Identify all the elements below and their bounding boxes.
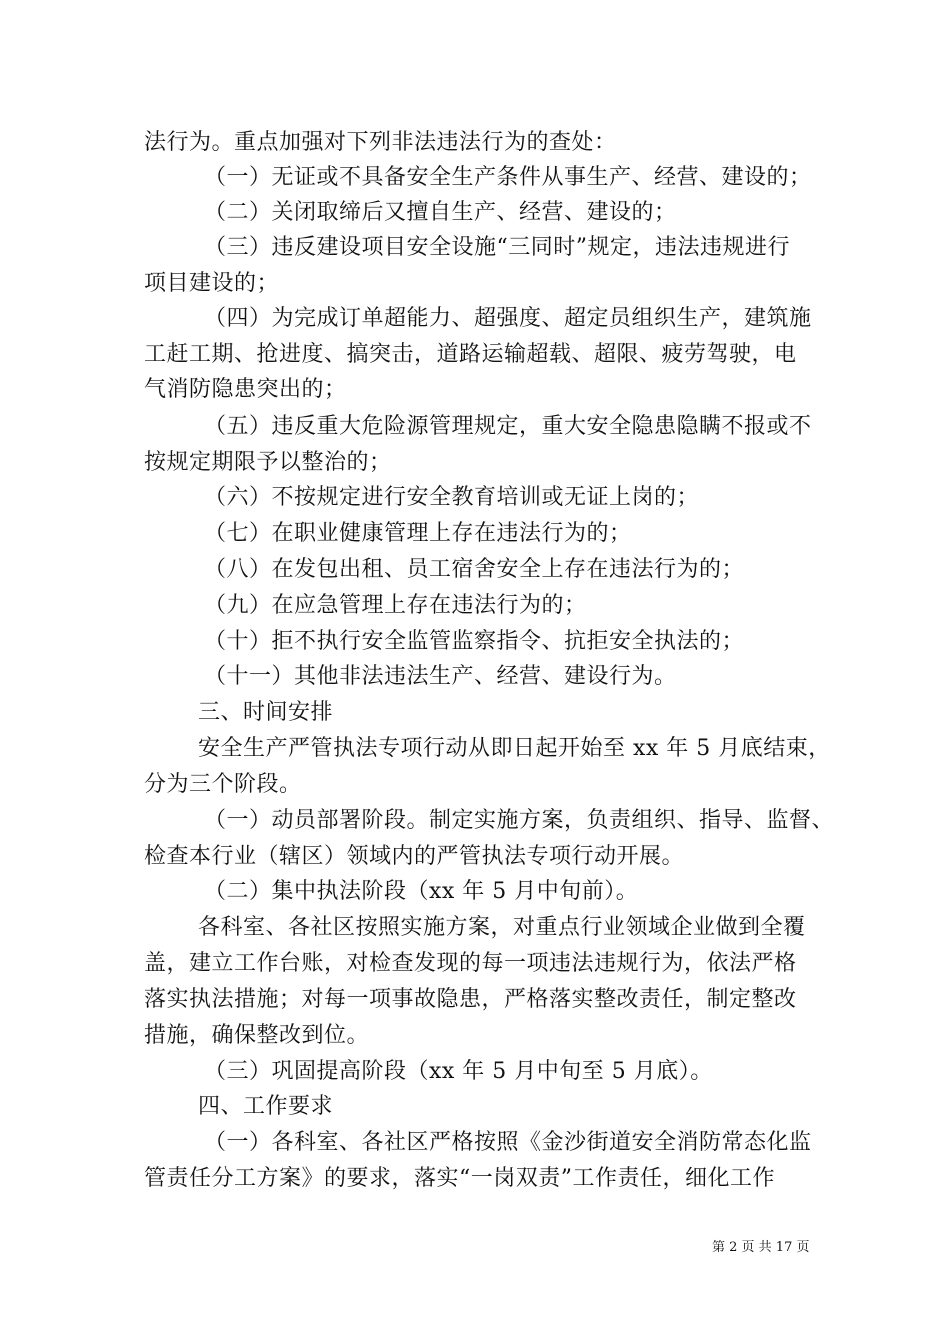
text-line: 措施，确保整改到位。 [144, 1023, 370, 1048]
text-line: 检查本行业（辖区）领域内的严管执法专项行动开展。 [144, 844, 685, 869]
text-line: （一）无证或不具备安全生产条件从事生产、经营、建设的； [204, 165, 812, 190]
text-line: 工赶工期、抢进度、搞突击，道路运输超载、超限、疲劳驾驶，电 [144, 342, 797, 367]
text-line: 法行为。重点加强对下列非法违法行为的查处： [144, 130, 617, 155]
text-line: （九）在应急管理上存在违法行为的； [204, 593, 587, 618]
text-line: （二）关闭取缔后又擅自生产、经营、建设的； [204, 200, 677, 225]
text-line: （六）不按规定进行安全教育培训或无证上岗的； [204, 485, 700, 510]
text-line: （十）拒不执行安全监管监察指令、抗拒安全执法的； [204, 629, 745, 654]
text-line: （一）动员部署阶段。制定实施方案，负责组织、指导、监督、 [204, 808, 835, 833]
text-line: （十一）其他非法违法生产、经营、建设行为。 [204, 664, 677, 689]
text-line: （八）在发包出租、员工宿舍安全上存在违法行为的； [204, 557, 745, 582]
text-line: 按规定期限予以整治的； [144, 450, 392, 475]
section-heading: 四、工作要求 [198, 1094, 334, 1119]
text-line: （三）违反建设项目安全设施“三同时”规定，违法违规进行 [204, 235, 790, 260]
section-heading: 三、时间安排 [198, 700, 334, 725]
text-line: 安全生产严管执法专项行动从即日起开始至 xx 年 5 月底结束， [198, 736, 831, 761]
text-line: （三）巩固提高阶段（xx 年 5 月中旬至 5 月底）。 [204, 1059, 713, 1084]
text-line: （五）违反重大危险源管理规定，重大安全隐患隐瞒不报或不 [204, 414, 812, 439]
text-line: （二）集中执法阶段（xx 年 5 月中旬前）。 [204, 879, 639, 904]
text-line: 各科室、各社区按照实施方案，对重点行业领域企业做到全覆 [198, 915, 806, 940]
text-line: 盖，建立工作台账，对检查发现的每一项违法违规行为，依法严格 [144, 951, 797, 976]
text-line: 管责任分工方案》的要求，落实“一岗双责”工作责任，细化工作 [144, 1166, 775, 1191]
page-number: 第 2 页 共 17 页 [712, 1240, 810, 1255]
text-line: （四）为完成订单超能力、超强度、超定员组织生产，建筑施 [204, 306, 812, 331]
text-line: 分为三个阶段。 [144, 772, 302, 797]
text-line: 气消防隐患突出的； [144, 377, 347, 402]
text-line: 项目建设的； [144, 271, 280, 296]
text-line: （一）各科室、各社区严格按照《金沙街道安全消防常态化监 [204, 1130, 812, 1155]
text-line: 落实执法措施；对每一项事故隐患，严格落实整改责任，制定整改 [144, 987, 797, 1012]
text-line: （七）在职业健康管理上存在违法行为的； [204, 521, 632, 546]
